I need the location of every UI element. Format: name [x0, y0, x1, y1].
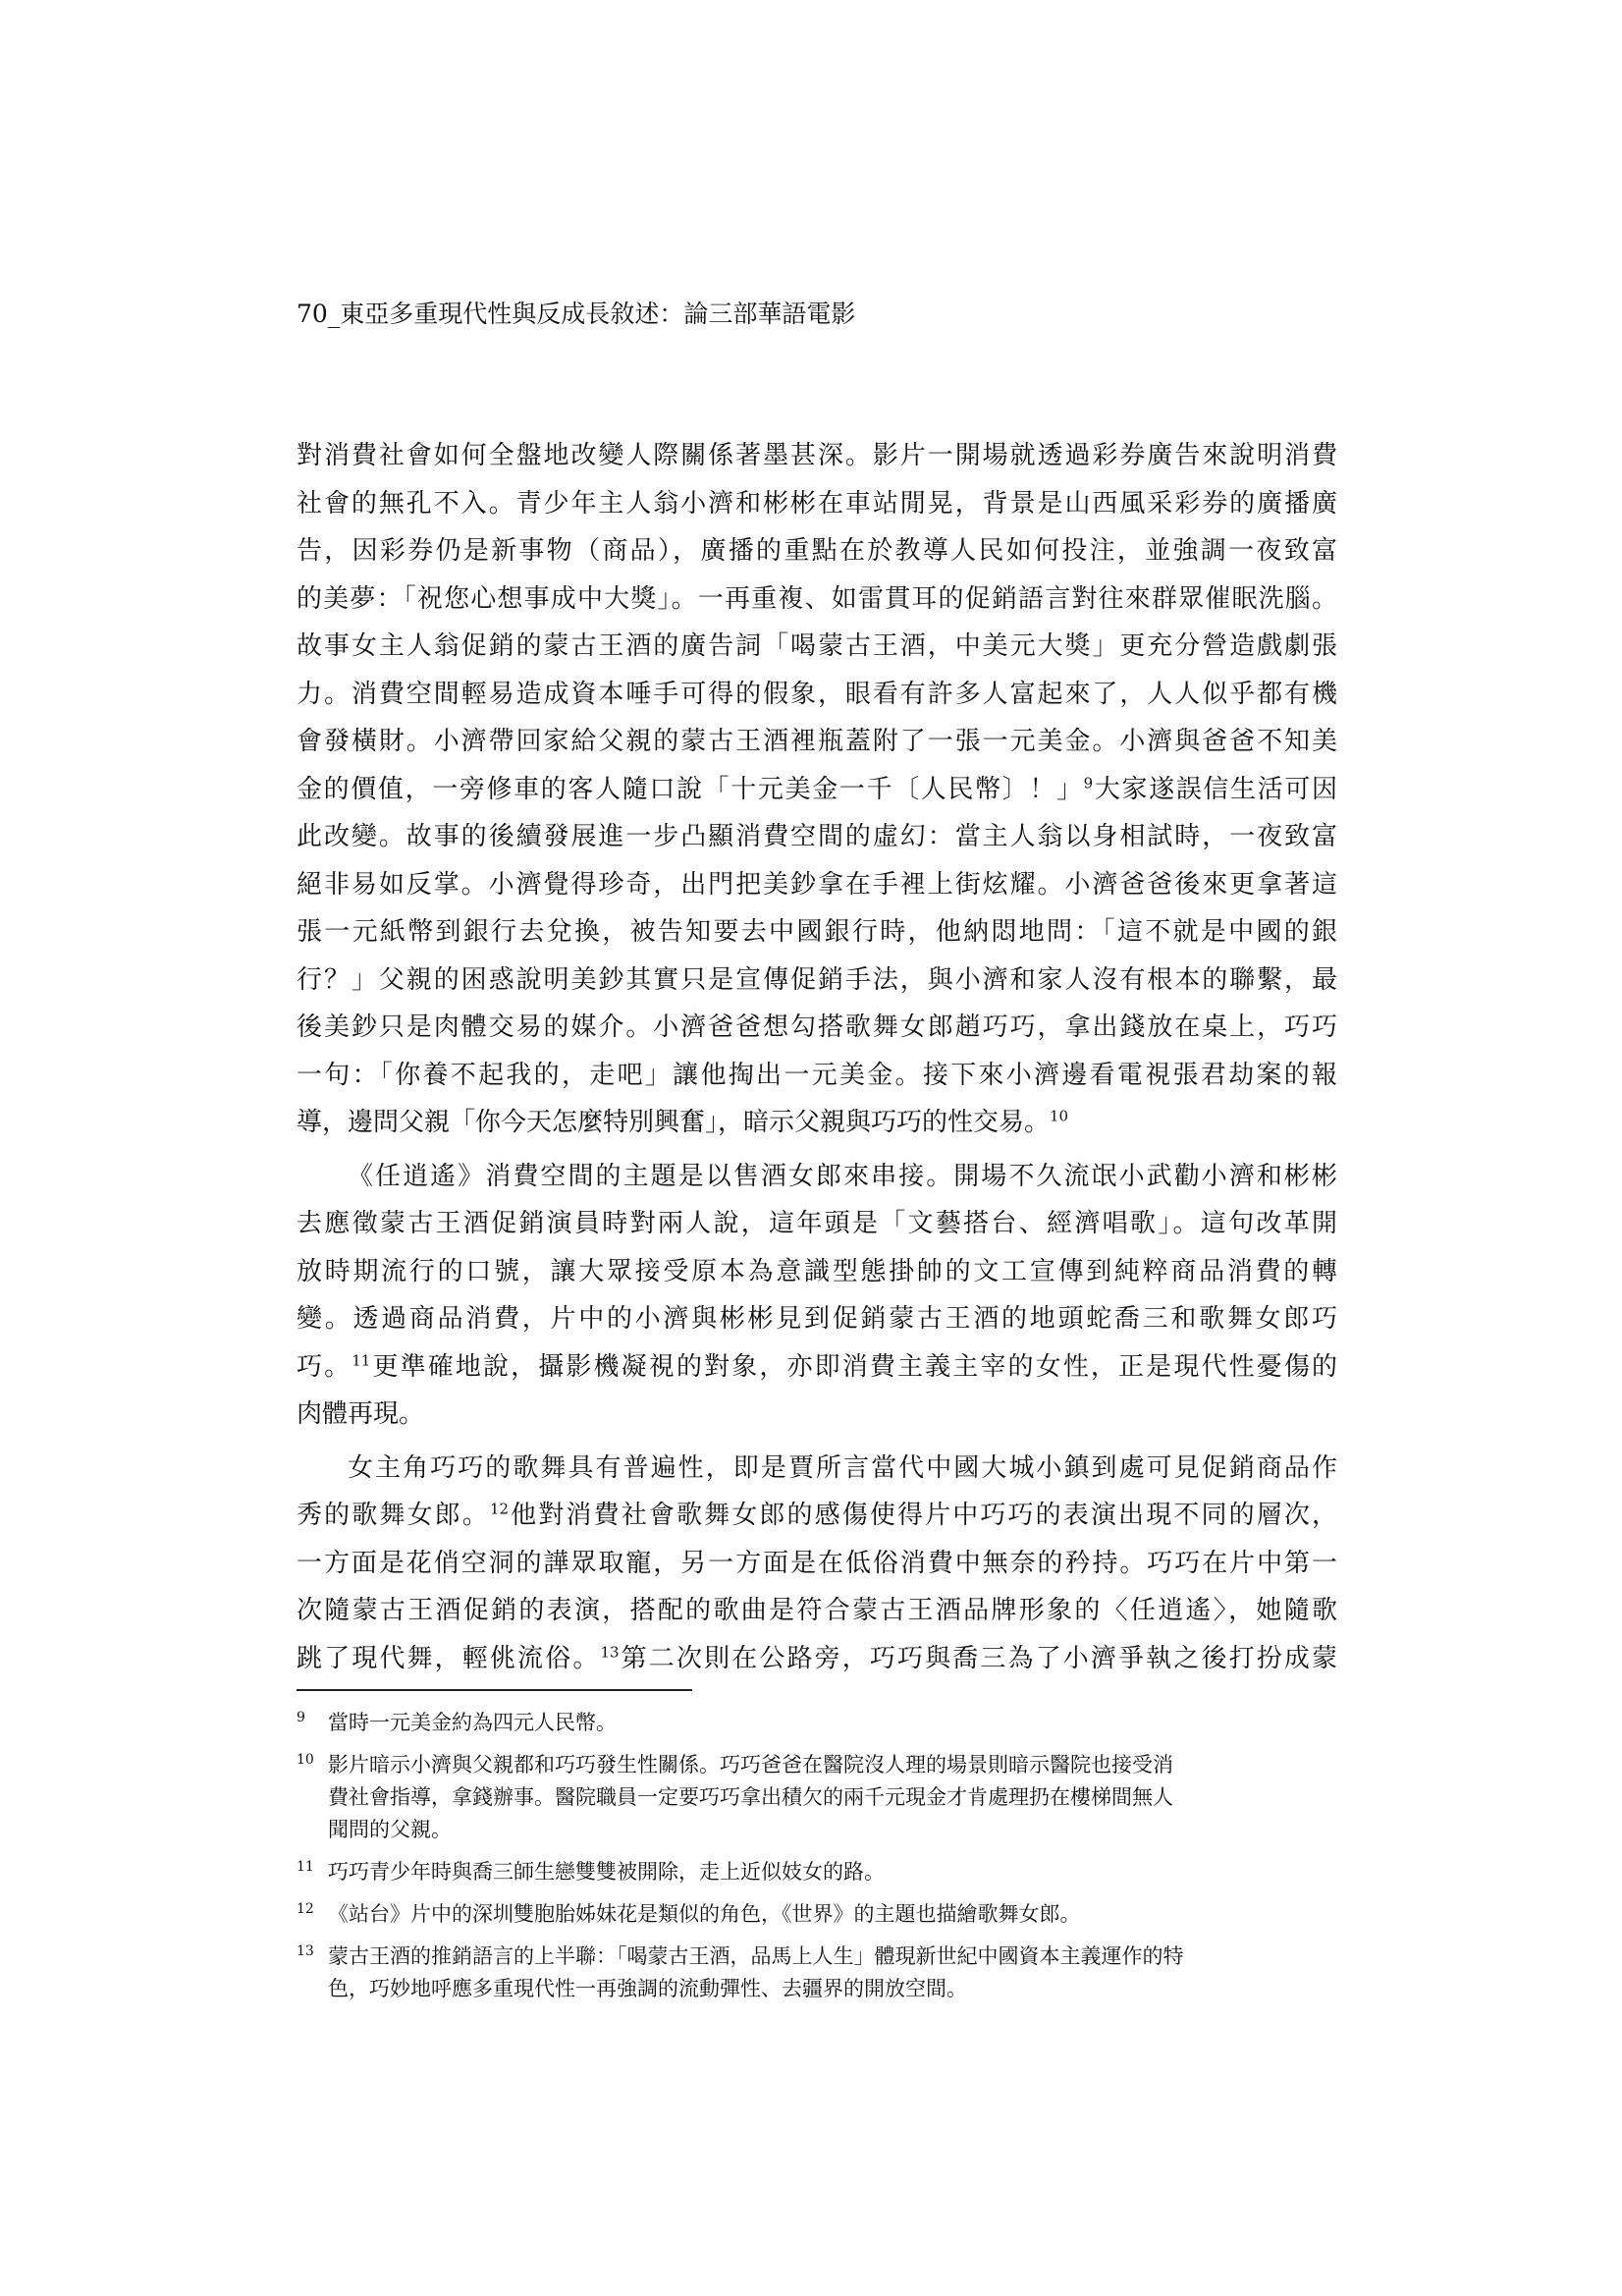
text-line: 故事女主人翁促銷的蒙古王酒的廣告詞「喝蒙古王酒，中美元大獎」更充分營造戲劇張: [297, 631, 1337, 661]
footnote-number: 12: [297, 1901, 314, 1917]
text-line: 張一元紙幣到銀行去兌換，被告知要去中國銀行時，他納悶地問：「這不就是中國的銀: [297, 917, 1337, 947]
footnote-13: [297, 1941, 1337, 2005]
text-line: [297, 1343, 1337, 1392]
text-segment: 金的價值，一旁修車的客人隨口說「十元美金一千〔人民幣〕！」: [297, 774, 1084, 804]
text-line: 一句：「你養不起我的，走吧」讓他掏出一元美金。接下來小濟邊看電視張君劫案的報: [297, 1060, 1337, 1090]
text-line: 行？」父親的困惑說明美鈔其實只是宣傳促銷手法，與小濟和家人沒有根本的聯繫，最: [297, 964, 1337, 995]
text-line: 此改變。故事的後續發展進一步凸顯消費空間的虛幻：當主人翁以身相試時，一夜致富: [297, 822, 1337, 851]
paragraph-2: [297, 1153, 1337, 1439]
text-line: 後美鈔只是肉體交易的媒介。小濟爸爸想勾搭歌舞女郎趙巧巧，拿出錢放在桌上，巧巧: [297, 1012, 1337, 1042]
text-line: 女主角巧巧的歌舞具有普遍性，即是賈所言當代中國大城小鎮到處可見促銷商品作: [348, 1452, 1337, 1483]
footnote-line: 當時一元美金約為四元人民幣。: [328, 1711, 617, 1734]
footnote-line: 影片暗示小濟與父親都和巧巧發生性關係。巧巧爸爸在醫院沒人理的場景則暗示醫院也接受消: [328, 1753, 1173, 1777]
text-line: 的美夢：「祝您心想事成中大獎」。一再重複、如雷貫耳的促銷語言對往來群眾催眠洗腦。: [297, 583, 1337, 614]
text-line: 會發橫財。小濟帶回家給父親的蒙古王酒裡瓶蓋附了一張一元美金。小濟與爸爸不知美: [297, 727, 1337, 756]
footnote-ref-11[interactable]: 11: [351, 1350, 371, 1369]
text-line: [297, 766, 1337, 814]
text-line: 絕非易如反掌。小濟覺得珍奇，出門把美鈔拿在手裡上街炫耀。小濟爸爸後來更拿著這: [297, 869, 1337, 900]
text-segment: 導，邊問父親「你今天怎麼特別興奮」，暗示父親與巧巧的性交易。: [297, 1108, 1051, 1137]
text-line: [297, 1635, 1337, 1683]
text-line: 力。消費空間輕易造成資本唾手可得的假象，眼看有許多人富起來了，人人似乎都有機: [297, 679, 1337, 709]
footnote-number: 10: [297, 1752, 314, 1768]
text-segment: 他對消費社會歌舞女郎的感傷使得片中巧巧的表演出現不同的層次，: [509, 1501, 1337, 1530]
text-line: 社會的無孔不入。青少年主人翁小濟和彬彬在車站閒晃，背景是山西風采彩券的廣播廣: [297, 488, 1337, 519]
text-line: 次隨蒙古王酒促銷的表演，搭配的歌曲是符合蒙古王酒品牌形象的〈任逍遙〉，她隨歌: [297, 1596, 1337, 1625]
text-segment: 更準確地說，攝影機凝視的對象，亦即消費主義主宰的女性，正是現代性憂傷的: [370, 1351, 1337, 1382]
text-line: [297, 1099, 1337, 1147]
body-text: [297, 432, 1337, 1682]
footnote-line: 色，巧妙地呼應多重現代性一再強調的流動彈性、去疆界的開放空間。: [328, 1977, 967, 2000]
text-segment: 巧。: [297, 1351, 352, 1382]
footnote-divider: [297, 1689, 692, 1691]
paragraph-3: [297, 1445, 1337, 1683]
footnote-10: [297, 1749, 1337, 1846]
paragraph-1: [297, 432, 1337, 1147]
footnote-12: [297, 1898, 1337, 1931]
footnote-number: 11: [297, 1859, 314, 1875]
footnote-number: 9: [297, 1710, 305, 1725]
text-line: 變。透過商品消費，片中的小濟與彬彬見到促銷蒙古王酒的地頭蛇喬三和歌舞女郎巧: [297, 1304, 1337, 1334]
text-line: 一方面是花俏空洞的譁眾取寵，另一方面是在低俗消費中無奈的矜持。巧巧在片中第一: [297, 1548, 1337, 1578]
text-line: 《任逍遙》消費空間的主題是以售酒女郎來串接。開場不久流氓小武勸小濟和彬彬: [348, 1161, 1337, 1191]
text-segment: 第二次則在公路旁，巧巧與喬三為了小濟爭執之後打扮成蒙: [619, 1643, 1337, 1673]
text-line: 對消費社會如何全盤地改變人際關係著墨甚深。影片一開場就透過彩券廣告來說明消費: [297, 441, 1337, 470]
text-line: 去應徵蒙古王酒促銷演員時對兩人說，這年頭是「文藝搭台、經濟唱歌」。這句改革開: [297, 1209, 1337, 1238]
text-line: 告，因彩券仍是新事物（商品），廣播的重點在於教導人民如何投注，並強調一夜致富: [297, 536, 1337, 566]
text-segment: 大家遂誤信生活可因: [1093, 774, 1337, 804]
footnote-number: 13: [297, 1943, 314, 1959]
running-head: 70_東亞多重現代性與反成長敘述：論三部華語電影: [297, 300, 856, 328]
footnote-9: [297, 1707, 1337, 1739]
footnote-ref-13[interactable]: 13: [600, 1642, 620, 1661]
footnote-line: 巧巧青少年時與喬三師生戀雙雙被開除，走上近似妓女的路。: [328, 1860, 885, 1884]
text-segment: 秀的歌舞女郎。: [297, 1501, 490, 1530]
footnote-line: 聞問的父親。: [328, 1818, 452, 1841]
footnote-11: [297, 1856, 1337, 1888]
footnote-line: 《站台》片中的深圳雙胞胎姊妹花是類似的角色，《世界》的主題也描繪歌舞女郎。: [328, 1902, 1081, 1926]
footnote-line: 蒙古王酒的推銷語言的上半聯：「喝蒙古王酒，品馬上人生」體現新世紀中國資本主義運作的特: [328, 1944, 1184, 1968]
text-line: 肉體再現。: [297, 1399, 425, 1429]
footnote-ref-9[interactable]: 9: [1083, 773, 1094, 792]
footnotes: [297, 1707, 1337, 2015]
text-line: 放時期流行的口號，讓大眾接受原本為意識型態掛帥的文工宣傳到純粹商品消費的轉: [297, 1256, 1337, 1286]
text-line: [297, 1492, 1337, 1540]
text-segment: 跳了現代舞，輕佻流俗。: [297, 1643, 601, 1673]
footnote-ref-10[interactable]: 10: [1050, 1107, 1069, 1125]
footnote-line: 費社會指導，拿錢辦事。醫院職員一定要巧巧拿出積欠的兩千元現金才肯處理扔在樓梯間無人: [328, 1785, 1173, 1809]
footnote-ref-12[interactable]: 12: [489, 1500, 510, 1518]
